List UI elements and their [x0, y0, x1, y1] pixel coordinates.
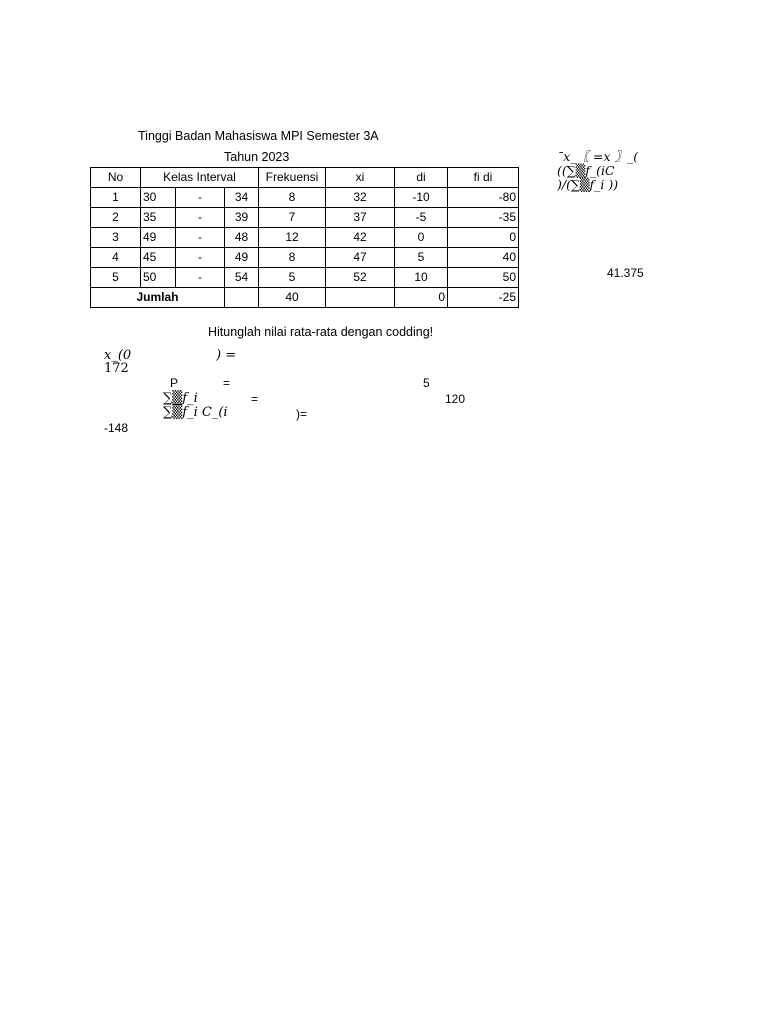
- table-row: [91, 248, 519, 268]
- cell-di: -10: [395, 188, 448, 208]
- mean-formula: [557, 150, 638, 192]
- sum-f-label: ∑▒f_i: [163, 391, 198, 406]
- header-no: No: [91, 168, 141, 188]
- header-fidi: fi di: [448, 168, 519, 188]
- cell-lower: 49: [141, 228, 176, 248]
- cell-lower: 35: [141, 208, 176, 228]
- empty-cell: [326, 288, 395, 308]
- cell-lower: 50: [141, 268, 176, 288]
- table-title: Tinggi Badan Mahasiswa MPI Semester 3A: [138, 129, 379, 143]
- cell-upper: 54: [225, 268, 259, 288]
- cell-lower: 45: [141, 248, 176, 268]
- xbar-value: 172: [104, 361, 129, 376]
- table-row: [91, 268, 519, 288]
- xbar-equals: ) =: [216, 348, 237, 363]
- cell-xi: 37: [326, 208, 395, 228]
- frequency-table: [90, 167, 519, 308]
- sum-f-value: 120: [445, 392, 466, 406]
- total-label: Jumlah: [91, 288, 225, 308]
- cell-xi: 47: [326, 248, 395, 268]
- cell-dash: -: [176, 248, 225, 268]
- sum-fc-value: -148: [104, 421, 129, 435]
- empty-cell: [225, 288, 259, 308]
- header-kelas-interval: Kelas Interval: [141, 168, 259, 188]
- header-xi: xi: [326, 168, 395, 188]
- cell-di: 0: [395, 228, 448, 248]
- cell-no: 3: [91, 228, 141, 248]
- cell-fidi: -80: [448, 188, 519, 208]
- total-di: 0: [395, 288, 448, 308]
- cell-no: 1: [91, 188, 141, 208]
- table-total-row: [91, 288, 519, 308]
- sum-fc-label: ∑▒f_i C_(i: [163, 405, 228, 420]
- table-header-row: [91, 168, 519, 188]
- instruction-text: Hitunglah nilai rata-rata dengan codding!: [208, 325, 434, 339]
- cell-di: -5: [395, 208, 448, 228]
- cell-lower: 30: [141, 188, 176, 208]
- cell-upper: 49: [225, 248, 259, 268]
- xbar-expression: x_(0: [104, 348, 132, 363]
- p-value: 5: [423, 376, 430, 390]
- p-equals: =: [223, 376, 231, 390]
- header-di: di: [395, 168, 448, 188]
- sum-f-equals: =: [251, 392, 259, 406]
- header-frekuensi: Frekuensi: [259, 168, 326, 188]
- cell-frequency: 5: [259, 268, 326, 288]
- cell-dash: -: [176, 268, 225, 288]
- cell-fidi: 0: [448, 228, 519, 248]
- cell-frequency: 8: [259, 248, 326, 268]
- cell-no: 4: [91, 248, 141, 268]
- p-label: P: [170, 376, 179, 390]
- cell-no: 5: [91, 268, 141, 288]
- cell-di: 5: [395, 248, 448, 268]
- table-row: [91, 208, 519, 228]
- table-row: [91, 188, 519, 208]
- mean-formula-line: ((∑▒f_(iC: [557, 163, 615, 178]
- cell-frequency: 12: [259, 228, 326, 248]
- cell-di: 10: [395, 268, 448, 288]
- cell-no: 2: [91, 208, 141, 228]
- cell-frequency: 7: [259, 208, 326, 228]
- cell-fidi: 50: [448, 268, 519, 288]
- cell-fidi: 40: [448, 248, 519, 268]
- cell-fidi: -35: [448, 208, 519, 228]
- cell-dash: -: [176, 208, 225, 228]
- cell-dash: -: [176, 188, 225, 208]
- mean-result-value: 41.375: [607, 266, 644, 280]
- cell-upper: 39: [225, 208, 259, 228]
- table-row: [91, 228, 519, 248]
- cell-dash: -: [176, 228, 225, 248]
- cell-frequency: 8: [259, 188, 326, 208]
- sum-fc-equals: )=: [296, 407, 308, 421]
- mean-formula-line: ¯x_〖 =x 〗_(: [557, 149, 639, 164]
- table-subtitle: Tahun 2023: [224, 150, 290, 164]
- total-frequency: 40: [259, 288, 326, 308]
- cell-upper: 48: [225, 228, 259, 248]
- total-fidi: -25: [448, 288, 519, 308]
- cell-xi: 32: [326, 188, 395, 208]
- cell-xi: 42: [326, 228, 395, 248]
- cell-xi: 52: [326, 268, 395, 288]
- cell-upper: 34: [225, 188, 259, 208]
- mean-formula-line: )/(∑▒f_i )): [557, 177, 619, 192]
